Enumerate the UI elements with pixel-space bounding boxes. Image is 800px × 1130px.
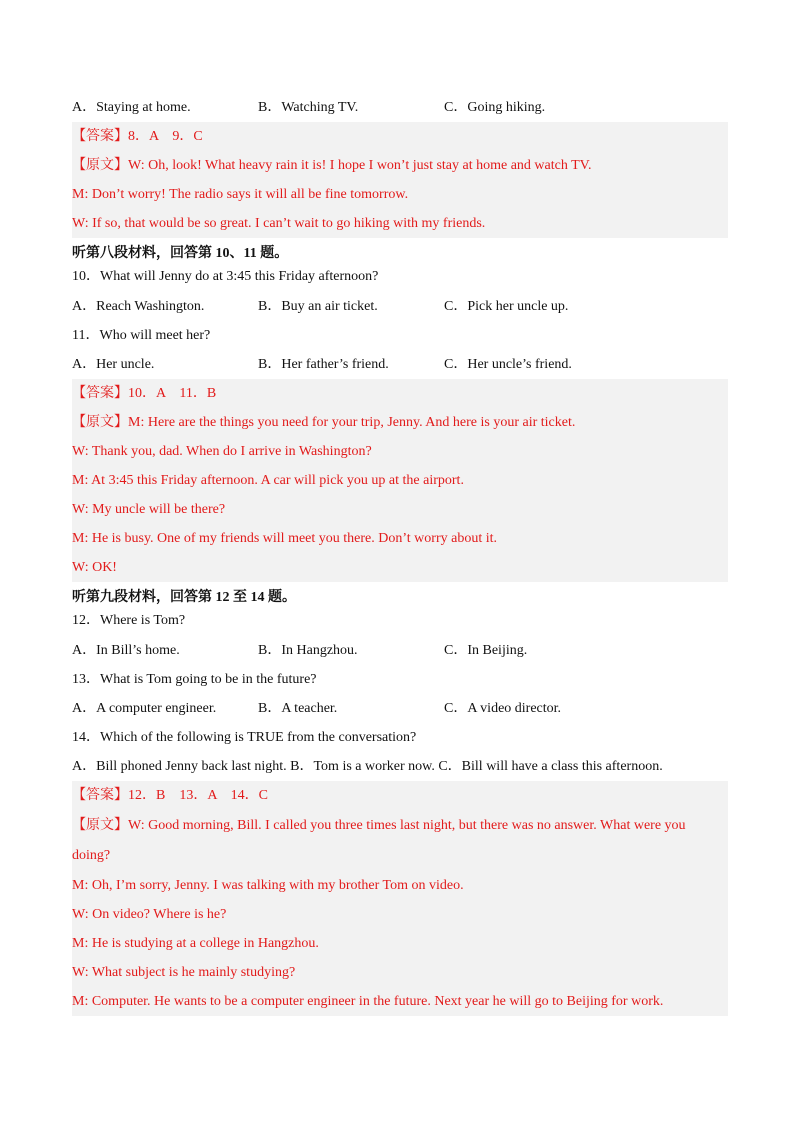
option-a: A．Staying at home.	[72, 100, 191, 115]
option-b: B．Buy an air ticket.	[258, 299, 378, 314]
section-heading: 听第九段材料，回答第 12 至 14 题。	[72, 590, 296, 605]
transcript-line: 【原文】M: Here are the things you need for your trip, Jenny. And here is your air ticket.	[72, 415, 576, 430]
transcript-line: W: If so, that would be so great. I can’t wait to go hiking with my friends.	[72, 216, 486, 231]
option-a: A．In Bill’s home.	[72, 643, 180, 658]
option-a: A．A computer engineer.	[72, 701, 217, 716]
q10-options	[72, 292, 728, 321]
answer-block-3	[72, 781, 728, 1016]
transcript-line: W: What subject is he mainly studying?	[72, 965, 296, 980]
option-c: C．In Beijing.	[444, 643, 528, 658]
option-b: B．In Hangzhou.	[258, 643, 358, 658]
q12-options	[72, 636, 728, 665]
question-11: 11．Who will meet her?	[72, 328, 211, 343]
answer-block-2	[72, 379, 728, 582]
q9-options	[72, 93, 728, 122]
option-b: B．A teacher.	[258, 701, 338, 716]
transcript-line: M: Computer. He wants to be a computer engineer in the future. Next year he will go to Beijing for work.	[72, 994, 664, 1009]
transcript-line: 【原文】W: Good morning, Bill. I called you three times last night, but there was no answer. What were you	[72, 818, 686, 833]
q14-options: A．Bill phoned Jenny back last night. B．Tom is a worker now. C．Bill will have a class this afternoon.	[72, 759, 663, 774]
question-12: 12．Where is Tom?	[72, 613, 186, 628]
option-c: C．Her uncle’s friend.	[444, 357, 572, 372]
q11-options	[72, 350, 728, 379]
option-a: A．Her uncle.	[72, 357, 155, 372]
section-heading: 听第八段材料，回答第 10、11 题。	[72, 246, 289, 261]
question-10: 10．What will Jenny do at 3:45 this Friday afternoon?	[72, 269, 379, 284]
option-b: B．Her father’s friend.	[258, 357, 389, 372]
option-c: C．Pick her uncle up.	[444, 299, 569, 314]
question-14: 14．Which of the following is TRUE from the conversation?	[72, 730, 417, 745]
option-c: C．A video director.	[444, 701, 562, 716]
q13-options	[72, 694, 728, 723]
transcript-line: M: He is busy. One of my friends will meet you there. Don’t worry about it.	[72, 531, 497, 546]
answer-block-1	[72, 122, 728, 238]
transcript-line: M: Oh, I’m sorry, Jenny. I was talking with my brother Tom on video.	[72, 878, 464, 893]
question-13: 13．What is Tom going to be in the future?	[72, 672, 317, 687]
transcript-line: W: On video? Where is he?	[72, 907, 227, 922]
answer-key: 【答案】8．A 9．C	[72, 129, 203, 144]
transcript-line: M: He is studying at a college in Hangzhou.	[72, 936, 319, 951]
document-page	[72, 93, 728, 1016]
answer-key: 【答案】12．B 13．A 14．C	[72, 788, 269, 803]
option-b: B．Watching TV.	[258, 100, 359, 115]
option-c: C．Going hiking.	[444, 100, 546, 115]
transcript-line: 【原文】W: Oh, look! What heavy rain it is! I hope I won’t just stay at home and watch TV.	[72, 158, 592, 173]
transcript-line: M: Don’t worry! The radio says it will all be fine tomorrow.	[72, 187, 409, 202]
transcript-line: W: OK!	[72, 560, 117, 575]
option-a: A．Reach Washington.	[72, 299, 205, 314]
transcript-line: W: My uncle will be there?	[72, 502, 226, 517]
answer-key: 【答案】10．A 11．B	[72, 386, 217, 401]
transcript-line: W: Thank you, dad. When do I arrive in Washington?	[72, 444, 372, 459]
transcript-line: doing?	[72, 848, 111, 863]
transcript-line: M: At 3:45 this Friday afternoon. A car will pick you up at the airport.	[72, 473, 464, 488]
